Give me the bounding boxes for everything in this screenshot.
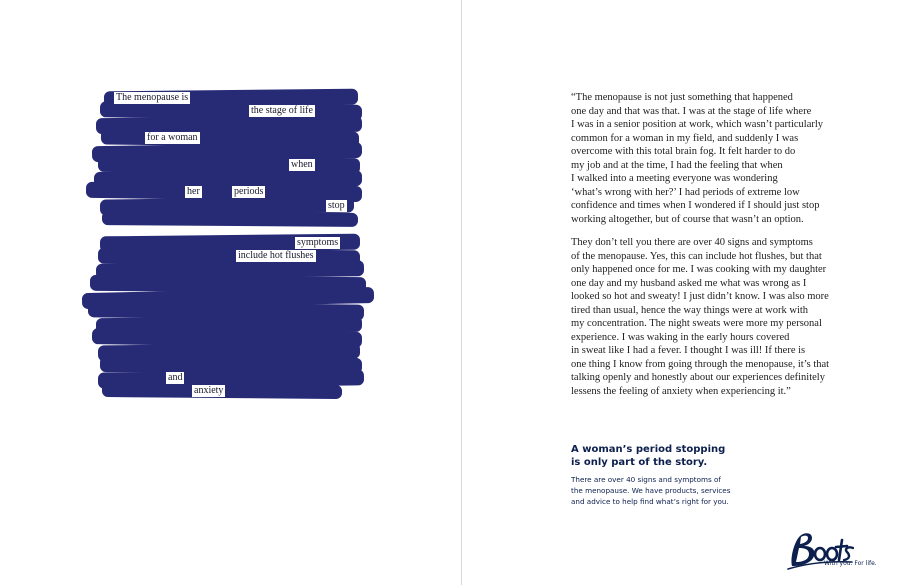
visible-word: for a woman — [147, 132, 198, 143]
visible-word: anxiety — [194, 385, 224, 396]
visible-word: include hot flushes — [238, 250, 314, 261]
visible-word: her — [187, 186, 200, 197]
blackout-marker-strokes — [0, 0, 461, 585]
tagline-subcopy: There are over 40 signs and symptoms of the menopause. We have products, services and advice to help find what’s right for you. — [571, 475, 731, 506]
visible-word: and — [168, 372, 183, 383]
right-page — [462, 0, 923, 585]
testimonial-quote — [571, 91, 861, 408]
tagline-headline: A woman’s period stopping is only part of the story. — [571, 444, 726, 468]
visible-word: symptoms — [297, 237, 339, 248]
brand-slogan: With you. For life. — [824, 560, 877, 567]
visible-word: periods — [234, 186, 264, 197]
visible-word: The menopause is — [116, 92, 189, 103]
left-page — [0, 0, 461, 585]
quote-paragraph: They don’t tell you there are over 40 signs and symptoms of the menopause. Yes, this can include hot flushes, but that only happened once for me. I was cooking with my daughter one day and my husband asked me what was wrong as I looked so hot and sweaty! I just didn’t know. I was also more tired than usual, hence the way things were at work with my concentration. The night sweats were more my personal experience. I was waking in the early hours covered in sweat like I had a fever. I thought I was ill! If there is one thing I know from going through the menopause, it’s that talking openly and honestly about our experiences definitely lessens the feeling of anxiety when experiencing it.” — [571, 237, 830, 397]
visible-word: stop — [328, 200, 345, 211]
quote-paragraph: “The menopause is not just something that happened one day and that was that. I was at the stage of life where I was in a senior position at work, which wasn’t particularly common for a woman in my field, and suddenly I was overcome with this total brain fog. It felt harder to do my job and at the time, I had the feeling that when I walked into a meeting everyone was wondering ‘what’s wrong with her?’ I had periods of extreme low confidence and times when I wondered if I should just stop working altogether, but of course that wasn’t an option. — [571, 92, 824, 225]
visible-word: the stage of life — [251, 105, 313, 116]
visible-word: when — [291, 159, 313, 170]
